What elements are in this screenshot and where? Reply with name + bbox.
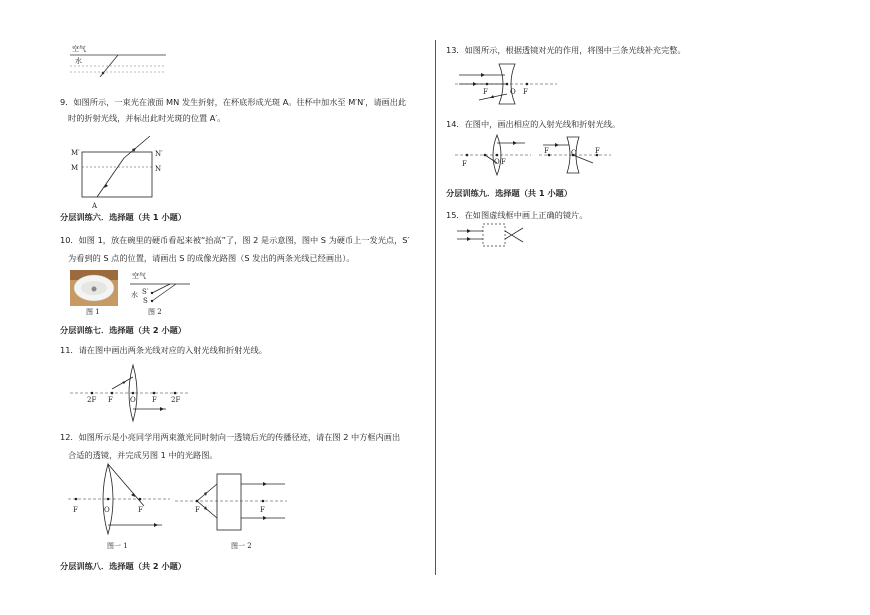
section-8-heading: 分层训练八．选择题（共 2 小题） bbox=[60, 561, 187, 571]
q14-label-f-d: F bbox=[595, 147, 600, 155]
q12-label-o: O bbox=[104, 506, 110, 514]
q10-air-label: 空气 bbox=[132, 272, 146, 280]
column-divider bbox=[435, 40, 436, 575]
q15-dashed-box-figure bbox=[455, 222, 535, 252]
q12-line1: 12．如图所示是小亮同学用两束激光同时射向一透镜后光的传播径迹，请在图 2 中方框内画出 bbox=[60, 432, 401, 442]
q12-fig1-convex-lens bbox=[68, 462, 178, 537]
q14-label-o-a: O bbox=[494, 158, 500, 166]
q11-convex-lens-figure bbox=[70, 363, 200, 423]
q14-label-f-a: F bbox=[462, 160, 467, 168]
water-label: 水 bbox=[75, 57, 82, 65]
q10-s-prime-label: S′ bbox=[142, 288, 149, 296]
q12-label-f2: F bbox=[138, 506, 143, 514]
q11-label-f-left: F bbox=[108, 396, 113, 404]
q11-label-2f-left: 2F bbox=[87, 396, 97, 404]
q13-label-o: O bbox=[510, 88, 516, 96]
q10-line1: 10．如图 1，放在碗里的硬币看起来被“抬高”了，图 2 是示意图，图中 S 为硬币上一发光点，S′ bbox=[60, 235, 410, 245]
label-n-prime: N′ bbox=[155, 150, 163, 158]
q15-line1: 15．在如图虚线框中画上正确的镜片。 bbox=[446, 210, 588, 220]
q12-label-f1: F bbox=[73, 506, 78, 514]
q12-label-f4: F bbox=[260, 506, 265, 514]
label-m-prime: M′ bbox=[71, 149, 80, 157]
q14-line1: 14．在图中，画出相应的入射光线和折射光线。 bbox=[446, 119, 621, 129]
q10-line2: 为看到的 S 点的位置，请画出 S 的成像光路图（S 发出的两条光线已经画出）。 bbox=[68, 253, 355, 263]
q12-line2: 合适的透镜，并完成另图 1 中的光路图。 bbox=[68, 450, 218, 460]
q14-label-f-b: F bbox=[501, 158, 506, 166]
q13-concave-lens-figure bbox=[455, 62, 565, 107]
q12-fig2-caption: 图一 2 bbox=[231, 542, 252, 550]
q13-label-f-right: F bbox=[523, 88, 528, 96]
q12-fig2-box bbox=[175, 472, 295, 542]
air-water-figure bbox=[70, 42, 180, 82]
q9-cup-figure bbox=[72, 136, 192, 211]
q10-water-label: 水 bbox=[131, 291, 138, 299]
q10-s-label: S bbox=[143, 297, 148, 305]
air-label: 空气 bbox=[72, 45, 86, 53]
label-a: A bbox=[92, 202, 98, 210]
q14-label-f-c: F bbox=[544, 147, 549, 155]
q11-label-o: O bbox=[130, 396, 136, 404]
q9-line2: 时的折射光线，并标出此时光斑的位置 A′。 bbox=[68, 113, 226, 123]
q13-line1: 13．如图所示，根据透镜对光的作用，将图中三条光线补充完整。 bbox=[446, 45, 686, 55]
section-7-heading: 分层训练七．选择题（共 2 小题） bbox=[60, 325, 187, 335]
q13-label-f-left: F bbox=[483, 88, 488, 96]
label-n: N bbox=[155, 165, 162, 173]
label-m: M bbox=[71, 164, 79, 172]
q14-label-o-b: O bbox=[571, 149, 577, 157]
q12-fig1-caption: 图一 1 bbox=[107, 542, 128, 550]
q11-line1: 11．请在图中画出两条光线对应的入射光线和折射光线。 bbox=[60, 345, 267, 355]
q9-line1: 9．如图所示，一束光在液面 MN 发生折射，在杯底形成光斑 A。往杯中加水至 M′N′，请画出此 bbox=[60, 97, 407, 107]
q11-label-2f-right: 2F bbox=[171, 396, 181, 404]
bowl-photo bbox=[70, 270, 118, 306]
q10-fig2-caption: 图 2 bbox=[148, 308, 162, 316]
q10-fig1-caption: 图 1 bbox=[86, 308, 100, 316]
section-6-heading: 分层训练六．选择题（共 1 小题） bbox=[60, 212, 187, 222]
q12-label-f3: F bbox=[195, 506, 200, 514]
section-9-heading: 分层训练九．选择题（共 1 小题） bbox=[446, 188, 573, 198]
q11-label-f-right: F bbox=[152, 396, 157, 404]
